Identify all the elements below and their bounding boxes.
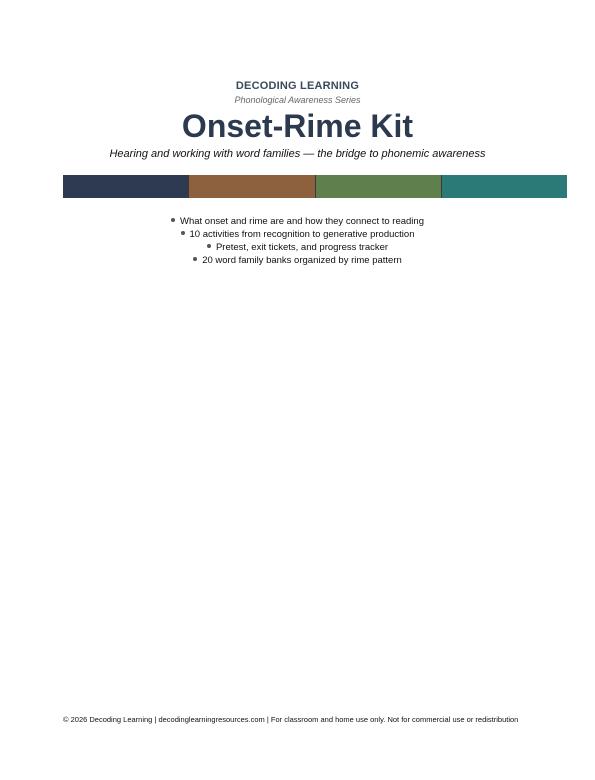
feature-list xyxy=(0,215,595,267)
page-footer: © 2026 Decoding Learning | decodinglearningresources.com | For classroom and home use only. Not for commercial use or redistribution xyxy=(63,715,519,724)
color-band xyxy=(63,175,567,198)
feature-item xyxy=(0,254,595,267)
color-band-green xyxy=(315,175,441,198)
feature-item xyxy=(0,228,595,241)
feature-item xyxy=(0,215,595,228)
color-band-teal xyxy=(441,175,567,198)
feature-text: 10 activities from recognition to generative production xyxy=(189,229,415,240)
brand-name: DECODING LEARNING xyxy=(235,80,360,92)
feature-text: What onset and rime are and how they connect to reading xyxy=(180,216,424,227)
bullet-icon xyxy=(171,218,175,222)
bullet-icon xyxy=(207,244,211,248)
page-subtitle: Hearing and working with word families — the bridge to phonemic awareness xyxy=(109,148,486,160)
color-band-navy xyxy=(63,175,188,198)
bullet-icon xyxy=(181,231,185,235)
page-title: Onset-Rime Kit xyxy=(181,108,414,144)
feature-text: 20 word family banks organized by rime pattern xyxy=(202,255,402,266)
feature-text: Pretest, exit tickets, and progress tracker xyxy=(215,242,389,253)
feature-item xyxy=(0,241,595,254)
bullet-icon xyxy=(193,257,197,261)
color-band-brown xyxy=(188,175,314,198)
series-name: Phonological Awareness Series xyxy=(234,95,361,105)
